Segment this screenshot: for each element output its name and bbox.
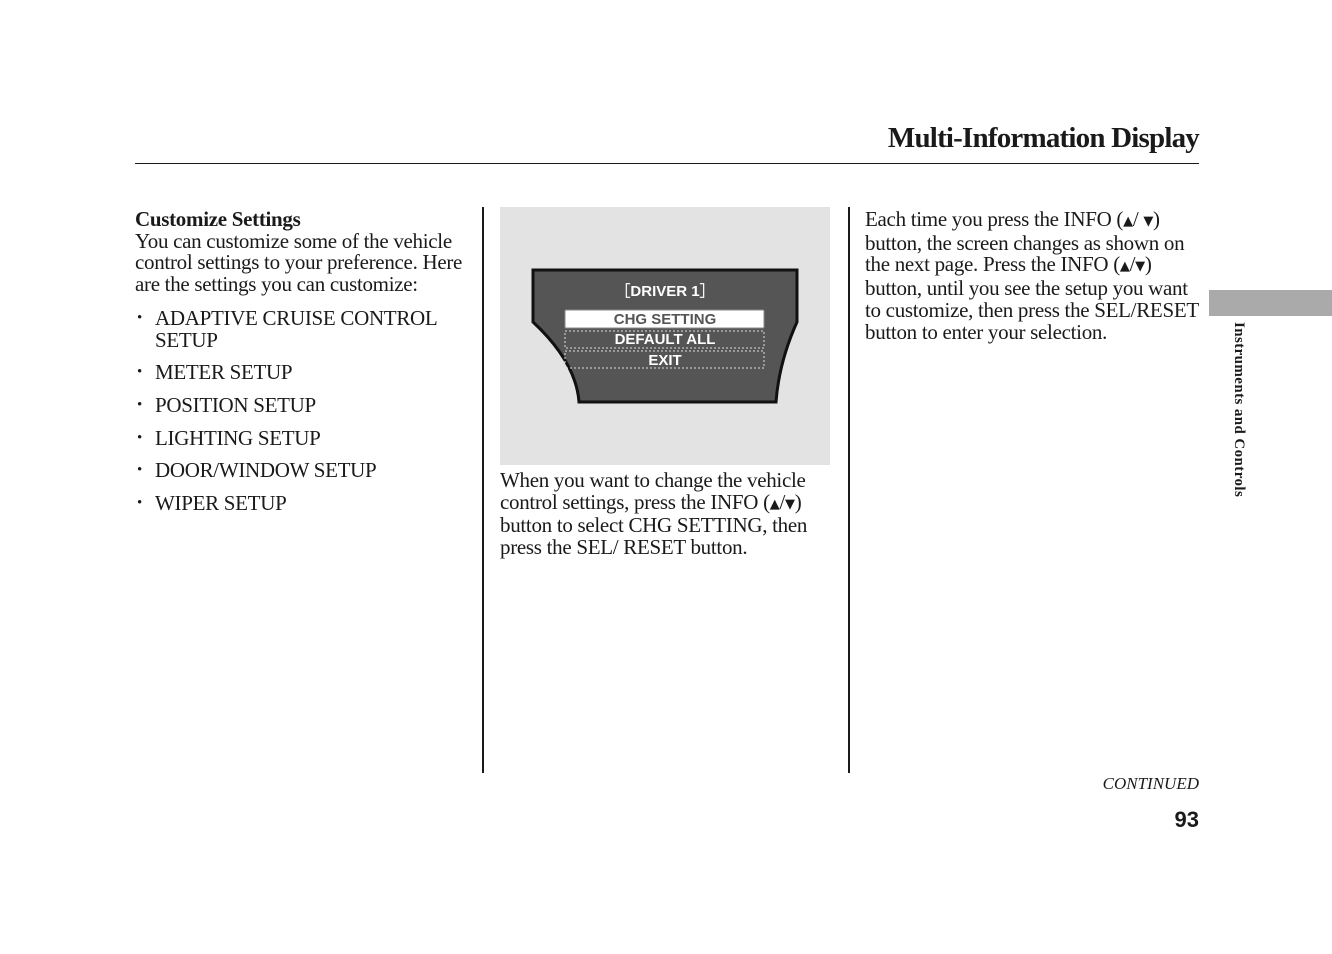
up-arrow-icon: ▲	[769, 496, 780, 512]
list-item	[135, 392, 473, 417]
bullet-icon: •	[137, 309, 142, 326]
paragraph-text: /	[1132, 207, 1144, 231]
menu-item-default-all: DEFAULT ALL	[614, 331, 716, 348]
paragraph-text: Each time you press the INFO (	[865, 207, 1124, 231]
intro-paragraph: You can customize some of the vehicle control settings to your preference. Here are the settings you can customize:	[135, 228, 463, 297]
bullet-icon: •	[137, 396, 142, 413]
paragraph-text: ) button to select CHG SETTING, then press the SEL/ RESET button.	[500, 489, 808, 560]
bullet-icon: •	[137, 462, 142, 479]
section-tab	[1209, 290, 1332, 316]
menu-item-chg-setting: CHG SETTING	[613, 311, 717, 328]
display-illustration	[500, 207, 830, 465]
section-tab-label: Instruments and Controls	[1231, 322, 1247, 498]
page-title: Multi-Information Display	[887, 122, 1199, 154]
title-rule	[135, 163, 1199, 164]
down-arrow-icon: ▼	[1135, 259, 1145, 275]
list-item-text: METER SETUP	[155, 360, 293, 385]
column-customize-settings	[135, 209, 473, 526]
settings-list	[135, 305, 473, 516]
list-item-text: ADAPTIVE CRUISE CONTROL SETUP	[155, 305, 437, 352]
paragraph-text: /	[1129, 252, 1136, 277]
list-item-text: DOOR/WINDOW SETUP	[155, 458, 377, 483]
paragraph-text: ) button, until you see the setup you want to customize, then press the SEL/RESET button to enter your selection.	[865, 252, 1199, 344]
up-arrow-icon: ▲	[1119, 259, 1130, 275]
list-item	[135, 493, 473, 515]
menu-item-exit: EXIT	[648, 352, 682, 369]
screen-header: ［DRIVER 1］	[615, 283, 715, 300]
list-item-text: WIPER SETUP	[155, 491, 287, 516]
paragraph-text: ) button, the screen changes as shown on the next page. Press the INFO (	[865, 207, 1185, 277]
down-arrow-icon: ▼	[785, 496, 795, 512]
bullet-icon: •	[137, 495, 142, 512]
column-divider-right	[848, 207, 850, 773]
list-item	[135, 362, 473, 384]
continued-label: CONTINUED	[1102, 774, 1199, 793]
paragraph-text: When you want to change the vehicle control settings, press the INFO (	[500, 468, 806, 514]
bullet-icon: •	[137, 429, 142, 446]
list-item-text: LIGHTING SETUP	[155, 425, 321, 450]
bullet-icon: •	[137, 364, 142, 381]
multi-info-screen	[500, 207, 830, 465]
list-item	[135, 425, 473, 450]
list-item	[135, 305, 473, 352]
list-item-text: POSITION SETUP	[155, 392, 316, 417]
column-divider-left	[482, 207, 484, 773]
list-item	[135, 460, 473, 482]
down-arrow-icon: ▼	[1143, 214, 1154, 229]
column-change-settings	[500, 470, 830, 559]
paragraph-text: /	[779, 489, 786, 514]
column-info-button	[865, 209, 1201, 343]
section-heading: Customize Settings	[135, 207, 301, 231]
up-arrow-icon: ▲	[1123, 214, 1133, 229]
page-number: 93	[1174, 807, 1199, 832]
